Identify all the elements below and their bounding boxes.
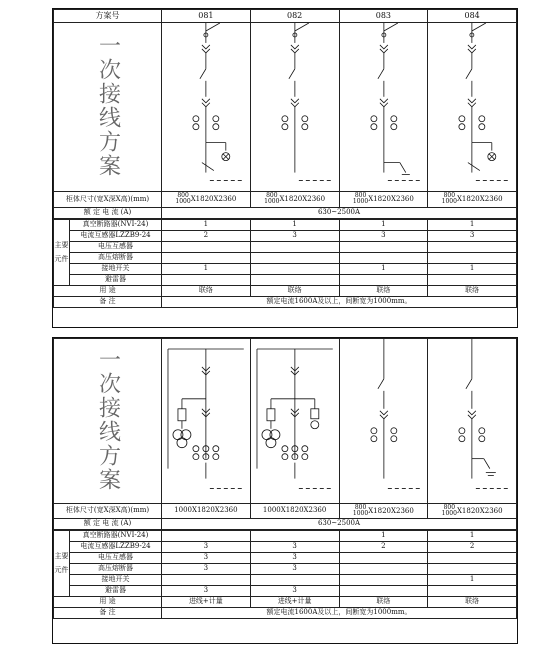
component-name: 电压互感器 xyxy=(70,241,162,252)
component-qty: 3 xyxy=(250,541,339,552)
size-value: 800 1000X1820X2360 xyxy=(339,191,428,207)
component-row xyxy=(54,541,517,552)
component-qty: 3 xyxy=(162,563,251,574)
diagram-row xyxy=(54,339,517,504)
component-qty xyxy=(428,563,517,574)
component-row xyxy=(54,274,517,285)
component-qty: 2 xyxy=(428,541,517,552)
wiring-diagram-085 xyxy=(162,339,251,504)
use-value: 联络 xyxy=(428,596,517,607)
use-value: 联络 xyxy=(250,285,339,296)
component-qty: 1 xyxy=(162,263,251,274)
rated-current-label: 额 定 电 流 (A) xyxy=(54,518,162,529)
component-qty xyxy=(428,241,517,252)
wiring-diagram-084 xyxy=(428,23,517,192)
component-name: 避雷器 xyxy=(70,274,162,285)
component-qty: 2 xyxy=(339,541,428,552)
component-qty xyxy=(250,530,339,541)
rated-current-row xyxy=(54,207,517,218)
component-qty: 3 xyxy=(250,230,339,241)
single-line-diagram-icon xyxy=(428,23,516,191)
component-qty xyxy=(428,552,517,563)
single-line-diagram-icon xyxy=(340,339,428,503)
component-row xyxy=(54,563,517,574)
primary-wiring-title: 一次接线方案 xyxy=(95,33,121,178)
size-row xyxy=(54,191,517,207)
component-qty xyxy=(250,274,339,285)
component-qty: 1 xyxy=(428,530,517,541)
component-qty xyxy=(339,563,428,574)
component-qty xyxy=(339,574,428,585)
size-label: 柜体尺寸(宽X深X高)(mm) xyxy=(54,191,162,207)
use-value: 联络 xyxy=(428,285,517,296)
single-line-diagram-icon xyxy=(162,23,250,191)
size-value: 800 1000X1820X2360 xyxy=(162,191,251,207)
wiring-diagram-082 xyxy=(250,23,339,192)
remark-label: 备 注 xyxy=(54,607,162,618)
size-value: 1000X1820X2360 xyxy=(250,503,339,518)
rated-current-row xyxy=(54,518,517,529)
component-row xyxy=(54,574,517,585)
scheme-number: 083 xyxy=(339,10,428,23)
wiring-diagram-081 xyxy=(162,23,251,192)
component-qty: 3 xyxy=(162,585,251,596)
component-qty xyxy=(162,241,251,252)
use-value: 进线+计量 xyxy=(162,596,251,607)
single-line-diagram-icon xyxy=(340,23,428,191)
component-qty xyxy=(428,274,517,285)
size-row xyxy=(54,503,517,518)
wiring-diagram-086 xyxy=(250,339,339,504)
single-line-diagram-icon xyxy=(251,339,339,503)
use-label: 用 途 xyxy=(54,285,162,296)
component-name: 高压熔断器 xyxy=(70,252,162,263)
use-value: 联络 xyxy=(339,285,428,296)
size-value: 800 1000X1820X2360 xyxy=(428,191,517,207)
component-name: 电压互感器 xyxy=(70,552,162,563)
component-name: 避雷器 xyxy=(70,585,162,596)
main-elements-label: 主要元件 xyxy=(54,219,70,285)
component-qty xyxy=(162,274,251,285)
component-qty xyxy=(250,252,339,263)
rated-current-value: 630~2500A xyxy=(162,518,517,529)
scheme-number: 082 xyxy=(250,10,339,23)
component-qty xyxy=(339,585,428,596)
component-row xyxy=(54,252,517,263)
component-qty: 3 xyxy=(339,230,428,241)
component-qty: 3 xyxy=(250,563,339,574)
top-scheme-table xyxy=(52,8,518,328)
component-qty: 1 xyxy=(250,219,339,230)
rated-current-value: 630~2500A xyxy=(162,207,517,218)
component-qty: 3 xyxy=(250,552,339,563)
component-qty: 3 xyxy=(162,541,251,552)
use-label: 用 途 xyxy=(54,596,162,607)
remark-text: 额定电流1600A及以上，间断宽为1000mm。 xyxy=(162,296,517,307)
component-qty xyxy=(339,241,428,252)
component-qty xyxy=(162,574,251,585)
component-qty xyxy=(339,552,428,563)
component-name: 接地开关 xyxy=(70,574,162,585)
single-line-diagram-icon xyxy=(162,339,250,503)
bottom-scheme-table xyxy=(52,337,518,644)
component-qty xyxy=(428,585,517,596)
rated-current-label: 额 定 电 流 (A) xyxy=(54,207,162,218)
use-value: 联络 xyxy=(162,285,251,296)
component-row xyxy=(54,263,517,274)
component-name: 电流互感器LZZB9-24 xyxy=(70,541,162,552)
component-qty: 3 xyxy=(428,230,517,241)
component-row xyxy=(54,530,517,541)
component-row xyxy=(54,585,517,596)
single-line-diagram-icon xyxy=(428,339,516,503)
component-name: 接地开关 xyxy=(70,263,162,274)
component-row xyxy=(54,230,517,241)
component-name: 真空断路器(NVI-24) xyxy=(70,530,162,541)
component-qty: 1 xyxy=(428,574,517,585)
component-name: 高压熔断器 xyxy=(70,563,162,574)
remark-label: 备 注 xyxy=(54,296,162,307)
diagram-row xyxy=(54,23,517,192)
component-qty: 1 xyxy=(339,530,428,541)
component-qty xyxy=(428,252,517,263)
component-qty xyxy=(250,241,339,252)
remark-row xyxy=(54,296,517,307)
component-qty: 1 xyxy=(428,219,517,230)
wiring-diagram-083 xyxy=(339,23,428,192)
main-elements-label: 主要元件 xyxy=(54,530,70,596)
component-qty: 1 xyxy=(162,219,251,230)
component-qty: 1 xyxy=(339,219,428,230)
component-qty xyxy=(339,252,428,263)
component-qty xyxy=(339,274,428,285)
use-row xyxy=(54,285,517,296)
component-qty: 3 xyxy=(250,585,339,596)
component-row xyxy=(54,219,517,230)
scheme-number-label: 方案号 xyxy=(54,10,162,23)
component-qty xyxy=(162,252,251,263)
component-qty: 1 xyxy=(339,263,428,274)
component-name: 电流互感器LZZB9-24 xyxy=(70,230,162,241)
use-row xyxy=(54,596,517,607)
component-row xyxy=(54,241,517,252)
size-value: 800 1000X1820X2360 xyxy=(339,503,428,518)
remark-text: 额定电流1600A及以上，间断宽为1000mm。 xyxy=(162,607,517,618)
component-row xyxy=(54,552,517,563)
size-value: 800 1000X1820X2360 xyxy=(428,503,517,518)
wiring-diagram-088 xyxy=(428,339,517,504)
component-qty: 2 xyxy=(162,230,251,241)
remark-row xyxy=(54,607,517,618)
size-value: 1000X1820X2360 xyxy=(162,503,251,518)
component-name: 真空断路器(NVI-24) xyxy=(70,219,162,230)
size-label: 柜体尺寸(宽X深X高)(mm) xyxy=(54,503,162,518)
wiring-diagram-087 xyxy=(339,339,428,504)
scheme-header-row xyxy=(54,10,517,23)
scheme-number: 081 xyxy=(162,10,251,23)
component-qty xyxy=(250,574,339,585)
use-value: 进线+计量 xyxy=(250,596,339,607)
use-value: 联络 xyxy=(339,596,428,607)
size-value: 800 1000X1820X2360 xyxy=(250,191,339,207)
component-qty: 1 xyxy=(428,263,517,274)
single-line-diagram-icon xyxy=(251,23,339,191)
scheme-number: 084 xyxy=(428,10,517,23)
component-qty: 3 xyxy=(162,552,251,563)
primary-wiring-title: 一次接线方案 xyxy=(95,347,121,492)
component-qty xyxy=(250,263,339,274)
component-qty xyxy=(162,530,251,541)
